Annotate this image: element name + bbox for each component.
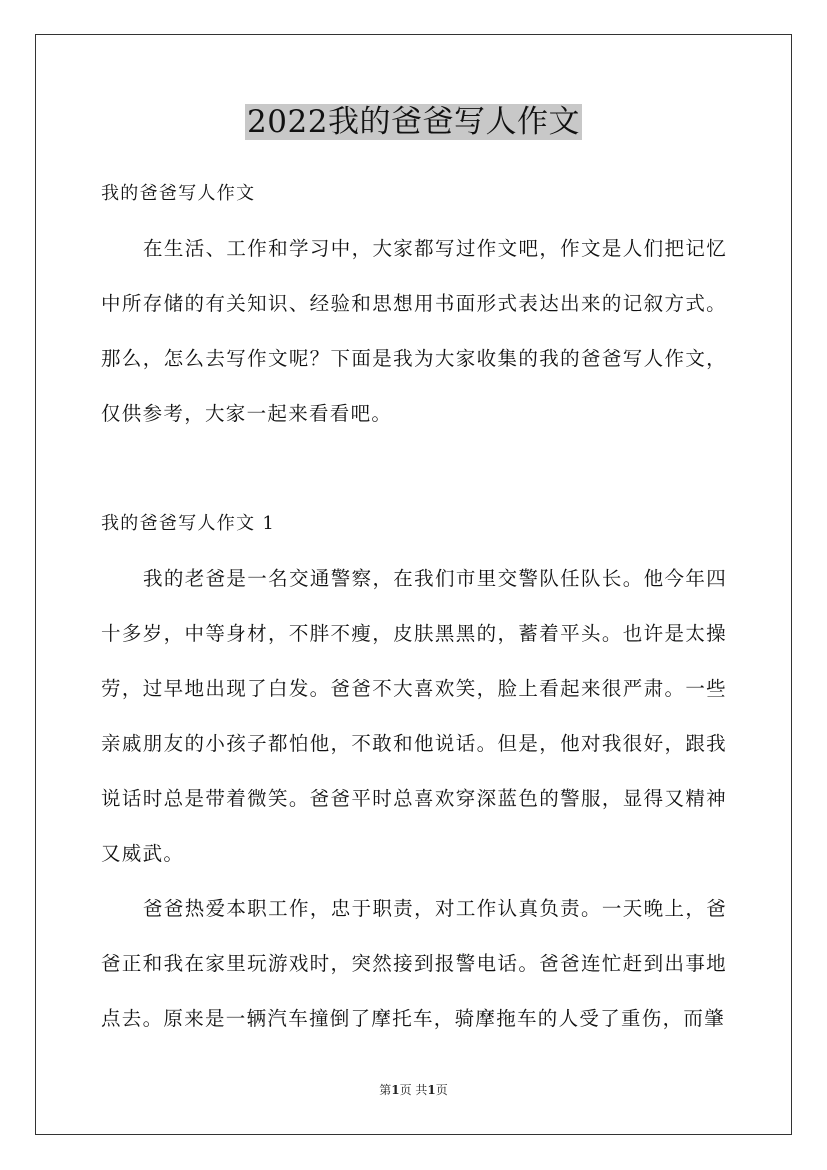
- footer-page-mid: 页 共: [399, 1083, 428, 1097]
- section-1-paragraph-2: 爸爸热爱本职工作，忠于职责，对工作认真负责。一天晚上，爸爸正和我在家里玩游戏时，突然接到报警电话。爸爸连忙赶到出事地点去。原来是一辆汽车撞倒了摩托车，骑摩拖车的人受了重伤，而肇: [101, 897, 727, 1030]
- footer-page-suffix: 页: [435, 1083, 448, 1097]
- intro-heading: 我的爸爸写人作文: [101, 183, 256, 204]
- intro-paragraph: 在生活、工作和学习中，大家都写过作文吧，作文是人们把记忆中所存储的有关知识、经验和思想用书面形式表达出来的记叙方式。那么，怎么去写作文呢？下面是我为大家收集的我的爸爸写人作文，仅供参考，大家一起来看看吧。: [101, 237, 727, 425]
- section-1-paragraph-1: 我的老爸是一名交通警察，在我们市里交警队任队长。他今年四十多岁，中等身材，不胖不瘦，皮肤黑黑的，蓄着平头。也许是太操劳，过早地出现了白发。爸爸不大喜欢笑，脸上看起来很严肃。一些亲戚朋友的小孩子都怕他，不敢和他说话。但是，他对我很好，跟我说话时总是带着微笑。爸爸平时总喜欢穿深蓝色的警服，显得又精神又威武。: [101, 567, 727, 865]
- footer-page-total: 1: [427, 1083, 436, 1097]
- page-footer: [0, 1082, 827, 1098]
- footer-page-prefix: 第: [379, 1083, 392, 1097]
- section-spacer: [101, 441, 727, 496]
- document-body: [101, 166, 727, 1046]
- footer-page-current: 1: [391, 1083, 400, 1097]
- section-1-heading: 我的爸爸写人作文 1: [101, 513, 276, 534]
- document-title-text: 2022我的爸爸写人作文: [247, 104, 580, 140]
- document-title: [0, 100, 827, 144]
